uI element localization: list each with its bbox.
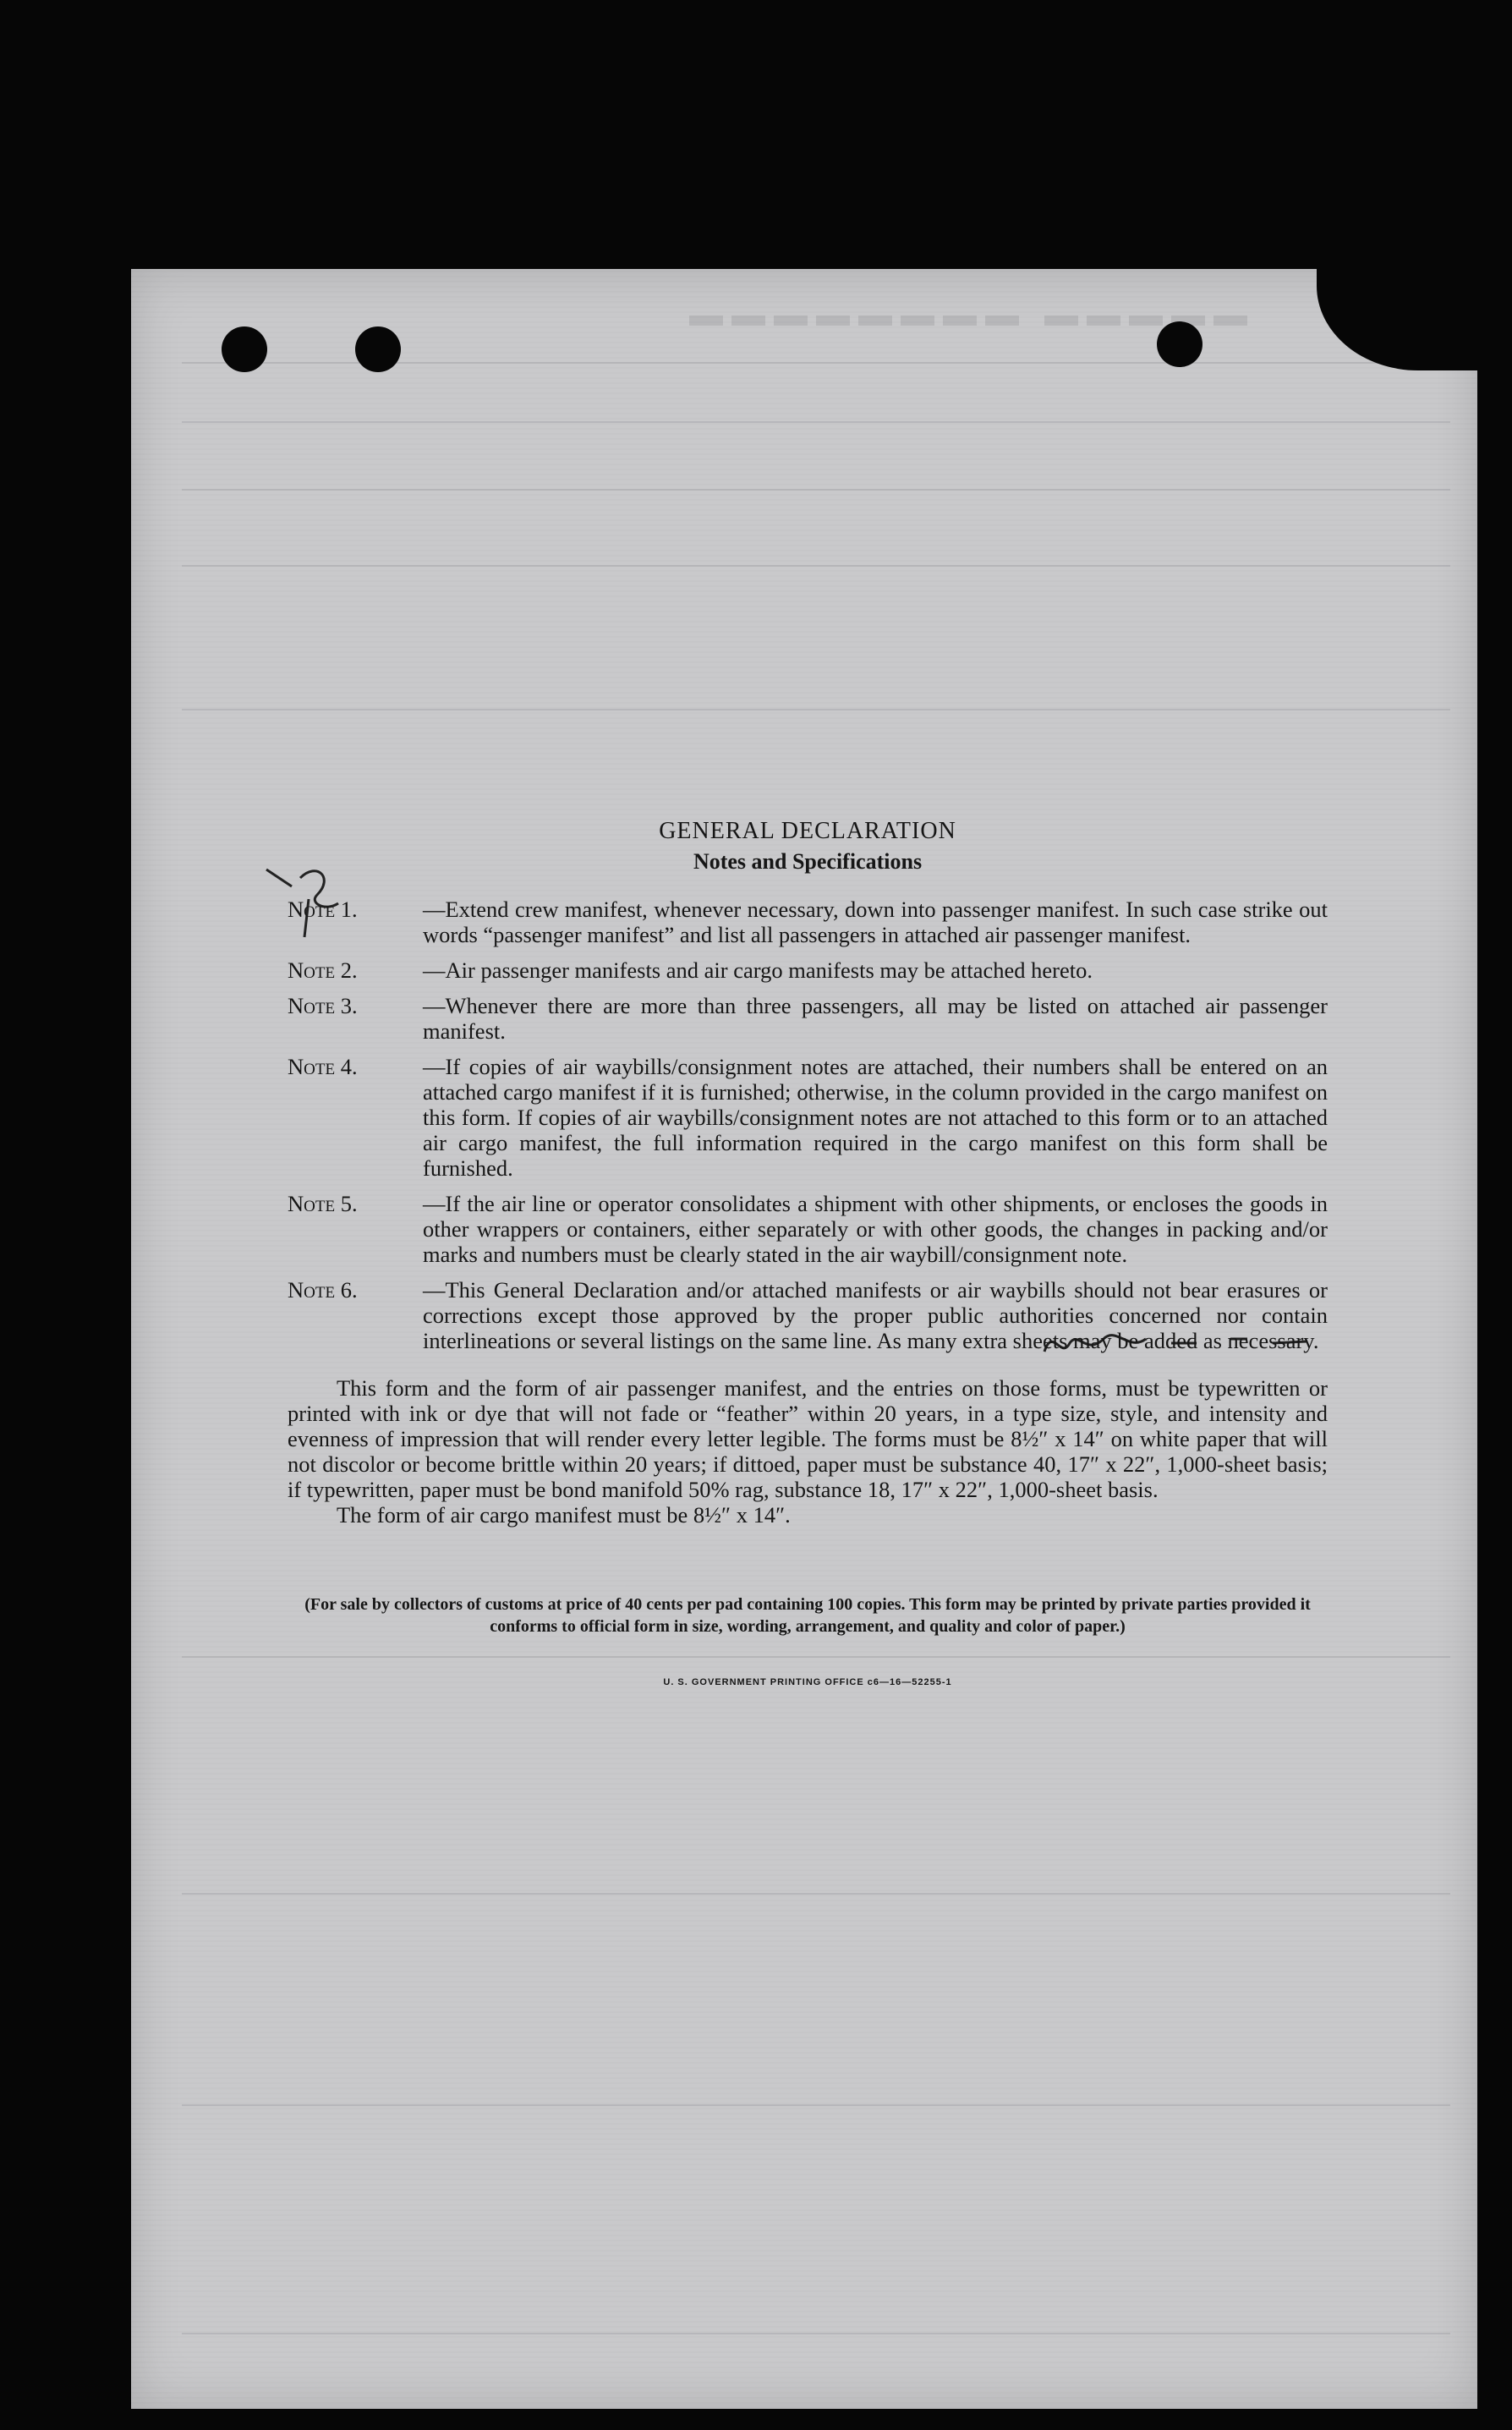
note-6 — [288, 1277, 1328, 1353]
note-label: Note 3. — [288, 993, 358, 1018]
document-title: GENERAL DECLARATION — [659, 818, 956, 844]
note-text: —Extend crew manifest, whenever necessary, down into passenger manifest. In such case strike out words “passenger manifest” and list all passengers in attached air passenger manifest. — [423, 897, 1328, 947]
note-2 — [288, 957, 1328, 983]
declaration-notes — [288, 819, 1328, 1695]
punch-hole-right — [1157, 321, 1202, 367]
note-text: —If the air line or operator consolidates a shipment with other shipments, or encloses the goods in other wrappers or containers, either separately or with other goods, the changes in packing and/or marks and numbers must be clearly stated in the air waybill/consignment note. — [423, 1191, 1328, 1267]
punch-hole-center — [355, 326, 401, 372]
note-text: —Whenever there are more than three passengers, all may be listed on attached air passenger manifest. — [423, 993, 1328, 1044]
note-5 — [288, 1191, 1328, 1267]
note-text: —If copies of air waybills/consignment notes are attached, their numbers shall be entered on an attached cargo manifest if it is furnished; otherwise, in the column provided in the cargo manifest on this form. If copies of air waybills/consignment notes are not attached to this form or to an attached air cargo manifest, the full information required in the cargo manifest on this form shall be furnished. — [423, 1054, 1328, 1181]
note-label: Note 4. — [288, 1054, 358, 1079]
note-label: Note 1. — [288, 897, 358, 922]
show-through-heading: ▬▬▬▬▬ ▬▬▬▬▬▬▬▬ — [681, 295, 1247, 333]
form-specification-paragraph: This form and the form of air passenger manifest, and the entries on those forms, must be typewritten or printed with ink or dye that will not fade or “feather” within 20 years, in a type size, style, and intensity and evenness of impression that will render every letter legible. The forms must be 8½″ x 14″ on white paper that will not discolor or become brittle within 20 years; if dittoed, paper must be substance 40, 17″ x 22″, 1,000-sheet basis; if typewritten, paper must be bond manifold 50% rag, substance 18, 17″ x 22″, 1,000-sheet basis. — [288, 1375, 1328, 1502]
note-4 — [288, 1054, 1328, 1181]
note-label: Note 5. — [288, 1191, 358, 1216]
punch-hole-left — [222, 326, 267, 372]
note-text: —This General Declaration and/or attached manifests or air waybills should not bear erasures or corrections except those approved by the proper public authorities concerned nor contain interlineations or several listings on the same line. As many extra sheets may be added as necessary. — [423, 1277, 1328, 1353]
printing-office-imprint: U. S. GOVERNMENT PRINTING OFFICE c6—16—52255-1 — [663, 1677, 952, 1687]
torn-corner — [1317, 269, 1477, 370]
note-label: Note 6. — [288, 1277, 358, 1303]
sale-notice: (For sale by collectors of customs at price of 40 cents per pad containing 100 copies. This form may be printed by private parties provided it conforms to official form in size, wording, arrangement, and quality and color of paper.) — [304, 1595, 1311, 1636]
note-label: Note 2. — [288, 957, 358, 983]
document-page — [131, 269, 1477, 2409]
note-3 — [288, 993, 1328, 1044]
note-text: —Air passenger manifests and air cargo manifests may be attached hereto. — [423, 957, 1093, 983]
document-subtitle: Notes and Specifications — [693, 849, 923, 874]
note-1 — [288, 897, 1328, 947]
cargo-manifest-size-note: The form of air cargo manifest must be 8½″ x 14″. — [337, 1502, 791, 1528]
